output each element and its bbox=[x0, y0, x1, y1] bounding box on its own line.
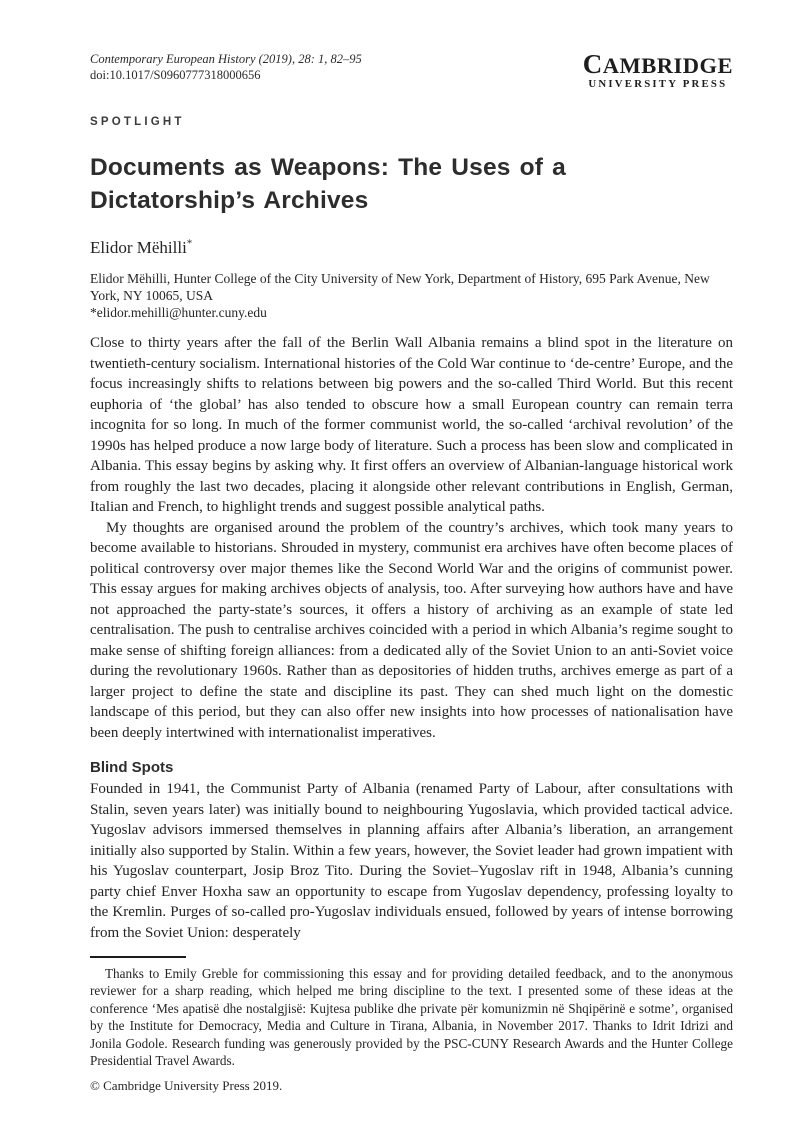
article-title: Documents as Weapons: The Uses of a Dictatorship’s Archives bbox=[90, 154, 566, 214]
cambridge-university-press-logo bbox=[582, 49, 733, 90]
page-header bbox=[90, 49, 733, 90]
author-name: Elidor Mëhilli bbox=[90, 238, 187, 257]
author-footnote-mark: * bbox=[186, 237, 193, 250]
publisher-name: CAMBRIDGE bbox=[582, 49, 733, 79]
author-line bbox=[90, 238, 733, 258]
abstract-paragraph-2: My thoughts are organised around the problem of the country’s archives, which took many years to become available to historians. Shrouded in mystery, communist era archives have often become places of political controversy over major themes like the Second World War and the origins of communist power. This essay argues for making archives objects of analysis, too. After surveying how authors have and have not approached the party-state’s sources, it offers a history of archiving as an example of state led centralisation. The push to centralise archives coincided with a period in which Albania’s regime sought to make sense of shifting foreign alliances: from a dedicated ally of the Soviet Union to an anti-Soviet voice during the revolutionary 1960s. Rather than as depositories of hidden truths, archives emerge as part of a larger project to define the state and discipline its past. They can shed much light on the domestic landscape of this period, but they can also offer new insights into how processes of nationalisation have been deeply intertwined with internationalist imperatives. bbox=[90, 519, 733, 741]
publisher-subtitle: UNIVERSITY PRESS bbox=[588, 78, 728, 90]
abstract-paragraph-1: Close to thirty years after the fall of the Berlin Wall Albania remains a blind spot in the literature on twentieth-century socialism. International histories of the Cold War continue to ‘de-centre’ Europe, and the focus increasingly shifts to relations between big powers and the so-called Third World. But this recent euphoria of ‘the global’ has also tended to obscure how a small European country can remain terra incognita for so long. In much of the former communist world, the so-called ‘archival revolution’ of the 1990s has helped produce a now large body of literature. Such a process has been slow and complicated in Albania. This essay begins by asking why. It first offers an overview of Albanian-language historical work from roughly the last two decades, placing it alongside other relevant contributions in English, German, Italian and French, to highlight trends and suggest possible analytical paths. bbox=[90, 335, 733, 515]
citation-block bbox=[90, 52, 362, 83]
body-paragraph: Founded in 1941, the Communist Party of Albania (renamed Party of Labour, after consultations with Stalin, seven years later) was initially bound to neighbouring Yugoslavia, which provided tactical advice. Yugoslav advisors immersed themselves in planning affairs after Albania’s liberation, an arrangement initially also supported by Stalin. Within a few years, however, the Soviet leader had grown impatient with his Yugoslav counterpart, Josip Broz Tito. During the Soviet–Yugoslav rift in 1948, Albania’s cunning party chief Enver Hoxha saw an opportunity to escape from Yugoslav dependency, professing loyalty to the Kremlin. Purges of so-called pro-Yugoslav individuals ensued, followed by years of intense borrowing from the Soviet Union: desperately bbox=[90, 781, 733, 941]
section-heading-blind-spots: Blind Spots bbox=[90, 759, 174, 776]
abstract bbox=[90, 333, 733, 743]
copyright-notice: © Cambridge University Press 2019. bbox=[90, 1078, 283, 1094]
author-affiliation: Elidor Mëhilli, Hunter College of the City University of New York, Department of History, 695 Park Avenue, New York, NY 10065, USA bbox=[90, 271, 710, 303]
footnote-separator bbox=[90, 956, 186, 958]
correspondence-email[interactable]: *elidor.mehilli@hunter.cuny.edu bbox=[90, 305, 267, 320]
doi-line: doi:10.1017/S0960777318000656 bbox=[90, 67, 261, 82]
section-kicker: SPOTLIGHT bbox=[90, 116, 185, 128]
journal-citation: Contemporary European History (2019), 28: 1, 82–95 bbox=[90, 52, 362, 66]
acknowledgements-footnote: Thanks to Emily Greble for commissioning this essay and for providing detailed feedback, and to the anonymous reviewer for a sharp reading, which helped me bring discipline to the text. I presented some of these ideas at the conference ‘Mes apatisë dhe nostalgjisë: Kujtesa publike dhe private për komunizmin në Shqipërinë e sotme’, organised by the Institute for Democracy, Media and Culture in Tirana, Albania, in November 2017. Thanks to Idrit Idrizi and Jonila Godole. Research funding was generously provided by the PSC-CUNY Research Awards and the Hunter College Presidential Travel Awards. bbox=[90, 966, 733, 1069]
